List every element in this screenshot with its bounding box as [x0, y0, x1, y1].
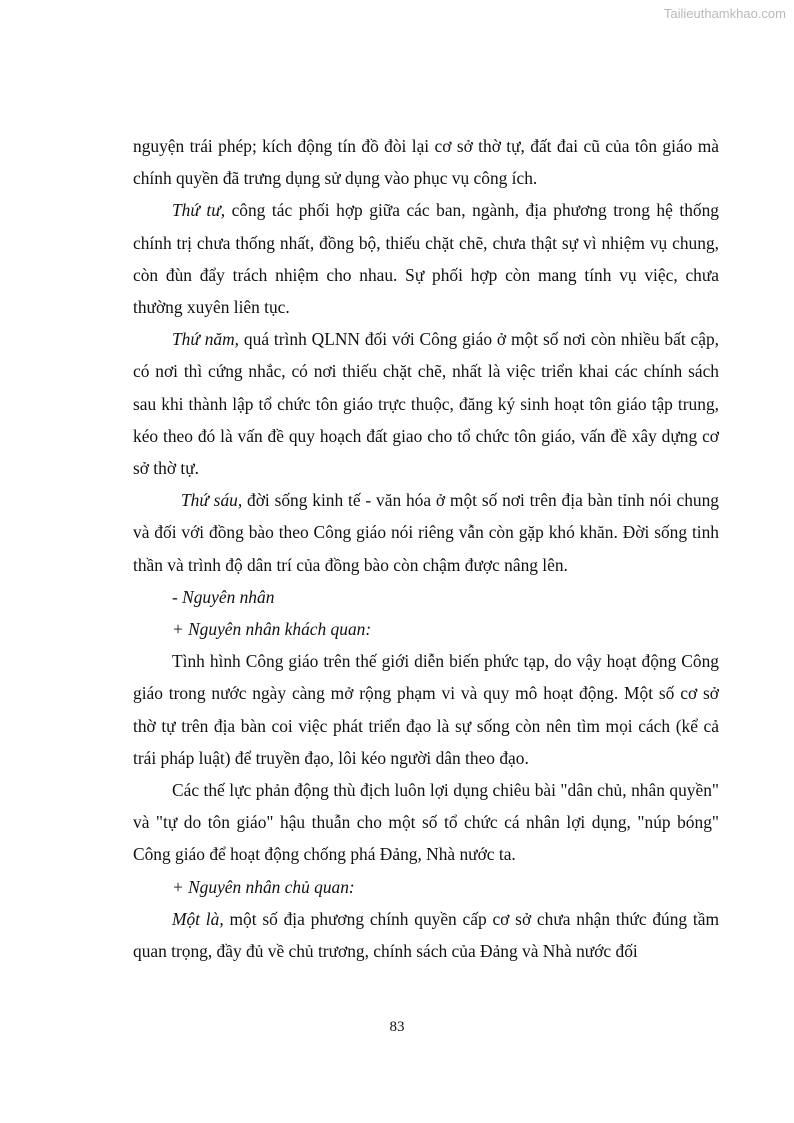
paragraph-4-lead: Thứ sáu,: [181, 490, 243, 511]
paragraph-7-text: một số địa phương chính quyền cấp cơ sở chưa nhận thức đúng tầm quan trọng, đầy đủ về chủ trương, chính sách của Đảng và Nhà nước đối: [133, 908, 719, 962]
paragraph-6: Các thế lực phản động thù địch luôn lợi dụng chiêu bài "dân chủ, nhân quyền" và "tự do tôn giáo" hậu thuẫn cho một số tổ chức cá nhân lợi dụng, "núp bóng" Công giáo để hoạt động chống phá Đảng, Nhà nước ta.: [133, 780, 719, 865]
paragraph-4-text: đời sống kinh tế - văn hóa ở một số nơi trên địa bàn tỉnh nói chung và đối với đồng bào theo Công giáo nói riêng vẫn còn gặp khó khăn. Đời sống tinh thần và trình độ dân trí của đồng bào còn chậm được nâng lên.: [133, 490, 719, 575]
paragraph-1: nguyện trái phép; kích động tín đồ đòi lại cơ sở thờ tự, đất đai cũ của tôn giáo mà chính quyền đã trưng dụng sử dụng vào phục vụ công ích.: [133, 136, 719, 189]
paragraph-3-lead: Thứ năm,: [172, 329, 240, 350]
page-number: 83: [389, 1019, 405, 1035]
heading-khach-quan: + Nguyên nhân khách quan:: [172, 619, 372, 640]
document-body: [133, 130, 719, 967]
watermark: Tailieuthamkhao.com: [663, 6, 786, 21]
paragraph-3-text: quá trình QLNN đối với Công giáo ở một số nơi còn nhiều bất cập, có nơi thì cứng nhắc, có nơi thiếu chặt chẽ, nhất là việc triển khai các chính sách sau khi thành lập tổ chức tôn giáo trực thuộc, đăng ký sinh hoạt tôn giáo tập trung, kéo theo đó là vấn đề quy hoạch đất giao cho tổ chức tôn giáo, vấn đề xây dựng cơ sở thờ tự.: [133, 329, 720, 479]
paragraph-3: [133, 323, 719, 484]
paragraph-2-lead: Thứ tư,: [172, 200, 226, 221]
paragraph-4: [133, 484, 719, 581]
paragraph-7-lead: Một là,: [172, 908, 224, 929]
heading-chu-quan: + Nguyên nhân chủ quan:: [172, 876, 355, 897]
heading-nguyen-nhan: - Nguyên nhân: [172, 586, 275, 607]
paragraph-5: Tình hình Công giáo trên thế giới diễn biến phức tạp, do vậy hoạt động Công giáo trong nước ngày càng mở rộng phạm vi và quy mô hoạt động. Một số cơ sở thờ tự trên địa bàn coi việc phát triển đạo là sự sống còn nên tìm mọi cách (kể cả trái pháp luật) để truyền đạo, lôi kéo người dân theo đạo.: [133, 651, 719, 768]
paragraph-2: [133, 194, 719, 323]
paragraph-7: [133, 903, 719, 967]
paragraph-2-text: công tác phối hợp giữa các ban, ngành, địa phương trong hệ thống chính trị chưa thống nhất, đồng bộ, thiếu chặt chẽ, chưa thật sự vì nhiệm vụ chung, còn đùn đẩy trách nhiệm cho nhau. Sự phối hợp còn mang tính vụ việc, chưa thường xuyên liên tục.: [133, 200, 719, 318]
